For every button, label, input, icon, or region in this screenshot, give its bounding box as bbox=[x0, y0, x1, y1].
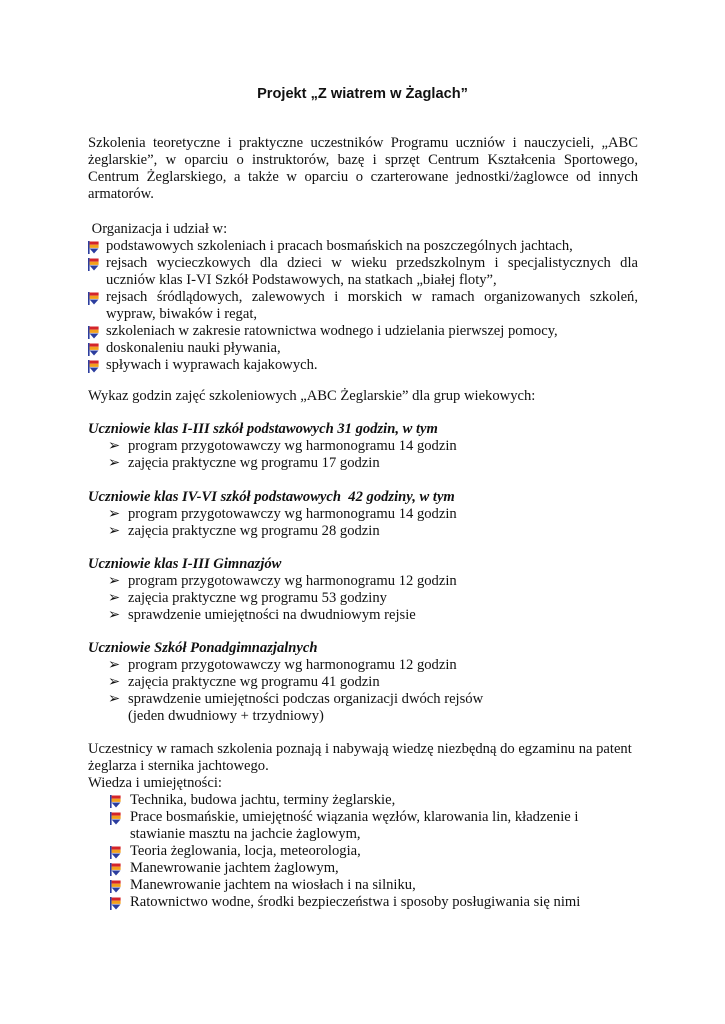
group-list bbox=[88, 438, 638, 472]
list-item bbox=[88, 340, 638, 357]
list-item-text: Manewrowanie jachtem na wiosłach i na silniku, bbox=[130, 877, 416, 893]
knowledge-label: Wiedza i umiejętności: bbox=[88, 775, 222, 791]
list-item-text: zajęcia praktyczne wg programu 53 godziny bbox=[128, 590, 387, 606]
outcome-paragraph bbox=[88, 741, 638, 911]
group-list bbox=[88, 573, 638, 624]
list-item bbox=[88, 289, 638, 323]
list-item bbox=[88, 455, 638, 472]
list-item bbox=[88, 843, 588, 860]
list-item-text: program przygotowawczy wg harmonogramu 14 godzin bbox=[128, 506, 457, 522]
flag-bullet-icon bbox=[88, 343, 99, 356]
group-list bbox=[88, 506, 638, 540]
organization-list bbox=[88, 238, 638, 374]
flag-bullet-icon bbox=[110, 897, 121, 910]
list-item bbox=[88, 357, 638, 374]
list-item-text: sprawdzenie umiejętności podczas organizacji dwóch rejsów (jeden dwudniowy + trzydniowy) bbox=[128, 691, 484, 724]
group-heading: Uczniowie klas I-III szkół podstawowych 31 godzin, w tym bbox=[88, 421, 438, 437]
list-item bbox=[88, 523, 638, 540]
arrow-bullet-icon: ➢ bbox=[108, 607, 121, 623]
group-heading: Uczniowie klas IV-VI szkół podstawowych 42 godziny, w tym bbox=[88, 489, 455, 505]
arrow-bullet-icon: ➢ bbox=[108, 573, 121, 589]
flag-bullet-icon bbox=[110, 863, 121, 876]
group-2 bbox=[88, 489, 638, 540]
list-item bbox=[88, 860, 588, 877]
list-item bbox=[88, 674, 508, 691]
list-item-text: Ratownictwo wodne, środki bezpieczeństwa i sposoby posługiwania się nimi bbox=[130, 894, 581, 910]
list-item bbox=[88, 691, 508, 725]
list-item-text: zajęcia praktyczne wg programu 41 godzin bbox=[128, 674, 380, 690]
list-item bbox=[88, 590, 638, 607]
list-item bbox=[88, 238, 638, 255]
arrow-bullet-icon: ➢ bbox=[108, 523, 121, 539]
organization-section bbox=[88, 221, 638, 374]
hours-intro bbox=[88, 388, 638, 405]
flag-bullet-icon bbox=[110, 880, 121, 893]
arrow-bullet-icon: ➢ bbox=[108, 438, 121, 454]
group-list bbox=[88, 657, 508, 725]
outcome-text: Uczestnicy w ramach szkolenia poznają i nabywają wiedzę niezbędną do egzaminu na patent żeglarza i sternika jachtowego. bbox=[88, 741, 632, 774]
intro-paragraph bbox=[88, 135, 638, 203]
list-item bbox=[88, 607, 638, 624]
list-item-text: sprawdzenie umiejętności na dwudniowym rejsie bbox=[128, 607, 416, 623]
flag-bullet-icon bbox=[110, 795, 121, 808]
list-item-text: Technika, budowa jachtu, terminy żeglarskie, bbox=[130, 792, 396, 808]
intro-text: Szkolenia teoretyczne i praktyczne uczestników Programu uczniów i nauczycieli, „ABC żeglarskie”, w oparciu o instruktorów, bazę i sprzęt Centrum Kształcenia Sportowego, Centrum Żeglarskiego, a także w oparciu o czarterowane jednostki/żaglowce od innych armatorów. bbox=[88, 135, 638, 202]
flag-bullet-icon bbox=[88, 292, 99, 305]
flag-bullet-icon bbox=[88, 258, 99, 271]
flag-bullet-icon bbox=[88, 360, 99, 373]
list-item-text: zajęcia praktyczne wg programu 17 godzin bbox=[128, 455, 380, 471]
list-item-text: spływach i wyprawach kajakowych. bbox=[106, 357, 318, 373]
list-item bbox=[88, 657, 508, 674]
list-item bbox=[88, 438, 638, 455]
list-item-text: Prace bosmańskie, umiejętność wiązania węzłów, klarowania lin, kładzenie i stawianie masztu na jachcie żaglowym, bbox=[130, 809, 579, 842]
arrow-bullet-icon: ➢ bbox=[108, 657, 121, 673]
list-item-text: program przygotowawczy wg harmonogramu 12 godzin bbox=[128, 573, 457, 589]
flag-bullet-icon bbox=[88, 241, 99, 254]
arrow-bullet-icon: ➢ bbox=[108, 674, 121, 690]
group-4 bbox=[88, 640, 638, 725]
list-item bbox=[88, 894, 588, 911]
list-item-text: Manewrowanie jachtem żaglowym, bbox=[130, 860, 339, 876]
list-item-text: doskonaleniu nauki pływania, bbox=[106, 340, 281, 356]
list-item bbox=[88, 323, 638, 340]
organization-label: Organizacja i udział w: bbox=[88, 221, 228, 237]
group-1 bbox=[88, 421, 638, 472]
list-item-text: program przygotowawczy wg harmonogramu 14 godzin bbox=[128, 438, 457, 454]
list-item-text: Teoria żeglowania, locja, meteorologia, bbox=[130, 843, 361, 859]
knowledge-list bbox=[88, 792, 588, 911]
list-item-text: program przygotowawczy wg harmonogramu 12 godzin bbox=[128, 657, 457, 673]
list-item-text: zajęcia praktyczne wg programu 28 godzin bbox=[128, 523, 380, 539]
list-item-text: podstawowych szkoleniach i pracach bosmańskich na poszczególnych jachtach, bbox=[106, 238, 573, 254]
list-item bbox=[88, 506, 638, 523]
group-heading: Uczniowie klas I-III Gimnazjów bbox=[88, 556, 282, 572]
flag-bullet-icon bbox=[88, 326, 99, 339]
arrow-bullet-icon: ➢ bbox=[108, 691, 121, 707]
hours-intro-text: Wykaz godzin zajęć szkoleniowych „ABC Żeglarskie” dla grup wiekowych: bbox=[88, 388, 536, 404]
group-3 bbox=[88, 556, 638, 624]
arrow-bullet-icon: ➢ bbox=[108, 590, 121, 606]
arrow-bullet-icon: ➢ bbox=[108, 455, 121, 471]
arrow-bullet-icon: ➢ bbox=[108, 506, 121, 522]
list-item-text: szkoleniach w zakresie ratownictwa wodnego i udzielania pierwszej pomocy, bbox=[106, 323, 558, 339]
flag-bullet-icon bbox=[110, 812, 121, 825]
group-heading: Uczniowie Szkół Ponadgimnazjalnych bbox=[88, 640, 318, 656]
list-item-text: rejsach śródlądowych, zalewowych i morskich w ramach organizowanych szkoleń, wypraw, biwaków i regat, bbox=[106, 289, 638, 322]
list-item bbox=[88, 809, 588, 843]
list-item bbox=[88, 255, 638, 289]
list-item bbox=[88, 573, 638, 590]
list-item-text: rejsach wycieczkowych dla dzieci w wieku przedszkolnym i specjalistycznych dla uczniów klas I-VI Szkół Podstawowych, na statkach „białej floty”, bbox=[106, 255, 638, 288]
document-title: Projekt „Z wiatrem w Żaglach” bbox=[257, 86, 468, 102]
list-item bbox=[88, 792, 588, 809]
list-item bbox=[88, 877, 588, 894]
flag-bullet-icon bbox=[110, 846, 121, 859]
